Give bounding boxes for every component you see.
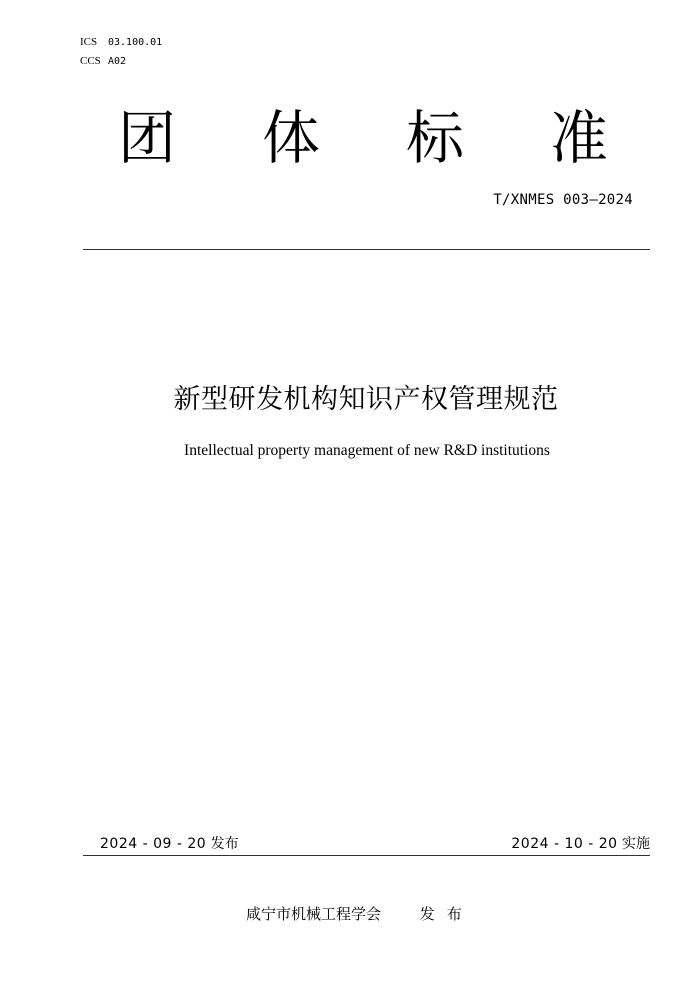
implementation-date-label: 实施 bbox=[622, 836, 650, 852]
heading-char-4: 准 bbox=[549, 104, 608, 172]
heading-char-1: 团 bbox=[118, 104, 177, 172]
document-title-en: Intellectual property management of new R&D institutions bbox=[184, 442, 550, 459]
standard-type-heading bbox=[118, 98, 608, 178]
ccs-label: CCS bbox=[80, 55, 101, 67]
ccs-code: A02 bbox=[108, 56, 127, 67]
top-divider bbox=[83, 249, 650, 250]
document-title-zh: 新型研发机构知识产权管理规范 bbox=[173, 384, 559, 415]
publish-action: 发布 bbox=[419, 905, 474, 923]
implementation-date bbox=[511, 834, 650, 854]
implementation-date-value: 2024 - 10 - 20 bbox=[511, 836, 618, 852]
issue-date bbox=[100, 834, 239, 854]
ics-label: ICS bbox=[80, 36, 98, 48]
publisher-name: 咸宁市机械工程学会 bbox=[246, 905, 382, 923]
standard-number: T/XNMES 003—2024 bbox=[493, 192, 633, 208]
issue-date-value: 2024 - 09 - 20 bbox=[100, 836, 207, 852]
issue-date-label: 发布 bbox=[210, 836, 239, 852]
heading-char-3: 标 bbox=[405, 104, 464, 172]
ccs-classification bbox=[80, 54, 126, 69]
bottom-divider bbox=[83, 855, 650, 856]
heading-char-2: 体 bbox=[261, 104, 320, 172]
ics-classification bbox=[80, 35, 162, 50]
publisher-line bbox=[246, 903, 474, 925]
ics-code: 03.100.01 bbox=[108, 37, 163, 48]
